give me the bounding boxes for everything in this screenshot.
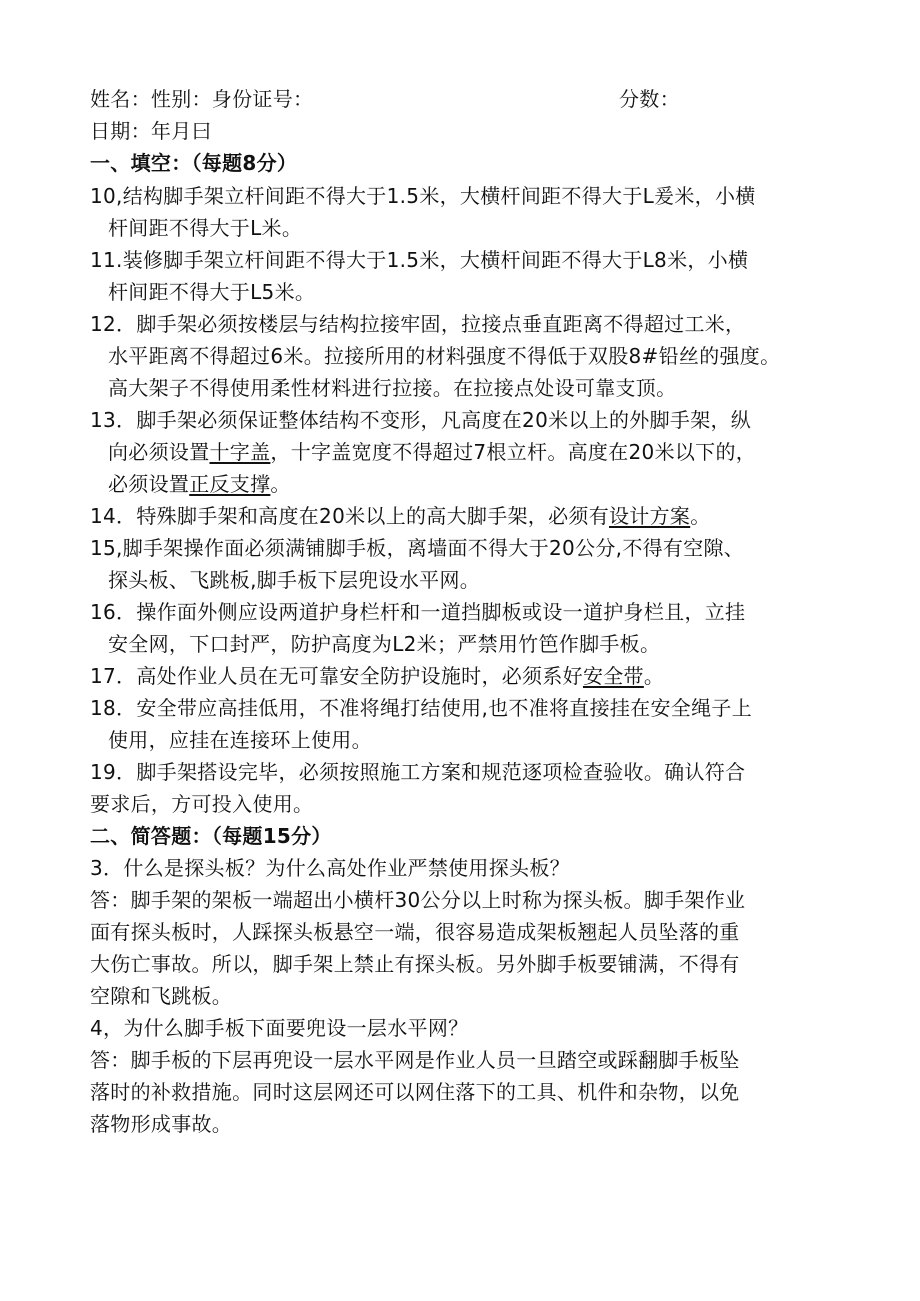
question-line: 19．脚手架搭设完毕，必须按照施工方案和规范逐项检查验收。确认符合 [90, 760, 746, 784]
question-text: ，十字盖宽度不得超过7根立杆。高度在20米以下的， [270, 440, 757, 464]
date-field: 日期：年月曰 [90, 119, 212, 143]
question-line: 15,脚手架操作面必须满铺脚手板，离墙面不得大于20公分,不得有空隙、 [90, 536, 745, 560]
question-text: 向必须设置 [108, 440, 210, 464]
answer-diagonal-bracing: 正反支撑 [189, 472, 271, 496]
question-line: 10,结构脚手架立杆间距不得大于1.5米，大横杆间距不得大于L爰米，小横 [90, 184, 756, 208]
answer-line: 空隙和飞跳板。 [90, 984, 233, 1008]
question-line: 杆间距不得大于L5米。 [108, 280, 316, 304]
question-line: 高大架子不得使用柔性材料进行拉接。在拉接点处设可靠支顶。 [108, 376, 677, 400]
question-line: 要求后，方可投入使用。 [90, 792, 314, 816]
answer-safety-belt: 安全带 [582, 664, 644, 688]
question-text: 14．特殊脚手架和高度在20米以上的高大脚手架，必须有 [90, 504, 609, 528]
answer-line: 答：脚手架的架板一端超出小横杆30公分以上时称为探头板。脚手架作业 [90, 888, 746, 912]
answer-line: 大伤亡事故。所以，脚手架上禁止有探头板。另外脚手板要铺满，不得有 [90, 952, 740, 976]
answer-line: 落时的补救措施。同时这层网还可以网住落下的工具、机件和杂物，以免 [90, 1080, 740, 1104]
question-line [90, 663, 664, 689]
question-line: 探头板、飞跳板,脚手板下层兜设水平网。 [108, 568, 481, 592]
question-text: 17．高处作业人员在无可靠安全防护设施时，必须系好 [90, 664, 583, 688]
question-line: 11.装修脚手架立杆间距不得大于1.5米，大横杆间距不得大于L8米，小横 [90, 248, 749, 272]
section-fill-in-title: 一、填空：（每题8分） [90, 151, 298, 175]
question-text: 。 [643, 664, 665, 688]
score-field: 分数： [619, 87, 680, 111]
question-line: 18．安全带应高挂低用，不准将绳打结使用,也不准将直接挂在安全绳子上 [90, 696, 753, 720]
question-line: 16．操作面外侧应设两道护身栏杆和一道挡脚板或设一道护身栏且，立挂 [90, 600, 746, 624]
question-text: 必须设置 [108, 472, 190, 496]
question-line: 安全网，下口封严，防护高度为L2米；严禁用竹笆作脚手板。 [108, 632, 661, 656]
question-text: 3．什么是探头板？为什么高处作业严禁使用探头板？ [90, 856, 570, 880]
answer-cross-bracing: 十字盖 [209, 440, 271, 464]
answer-line: 面有探头板时，人踩探头板悬空一端，很容易造成架板翘起人员坠落的重 [90, 920, 740, 944]
question-text: 。 [270, 472, 291, 496]
question-text: 4，为什么脚手板下面要兜设一层水平网？ [90, 1016, 469, 1040]
answer-design-plan: 设计方案 [609, 504, 691, 528]
answer-line: 答：脚手板的下层再兜设一层水平网是作业人员一旦踏空或踩翻脚手板坠 [90, 1048, 740, 1072]
question-line [108, 471, 291, 497]
question-line: 杆间距不得大于L米。 [108, 216, 303, 240]
question-line [108, 439, 756, 465]
question-line: 13．脚手架必须保证整体结构不变形，凡高度在20米以上的外脚手架，纵 [90, 408, 752, 432]
question-line: 12．脚手架必须按楼层与结构拉接牢固，拉接点垂直距离不得超过工米， [90, 312, 746, 336]
section-short-answer-title: 二、简答题：（每题15分） [90, 824, 332, 848]
question-line: 水平距离不得超过6米。拉接所用的材料强度不得低于双股8#铅丝的强度。 [108, 344, 781, 368]
question-line: 使用，应挂在连接环上使用。 [108, 728, 372, 752]
question-line [90, 503, 711, 529]
question-text: 。 [690, 504, 711, 528]
name-gender-id-fields: 姓名：性别：身份证号： [90, 87, 314, 111]
answer-line: 落物形成事故。 [90, 1112, 233, 1136]
